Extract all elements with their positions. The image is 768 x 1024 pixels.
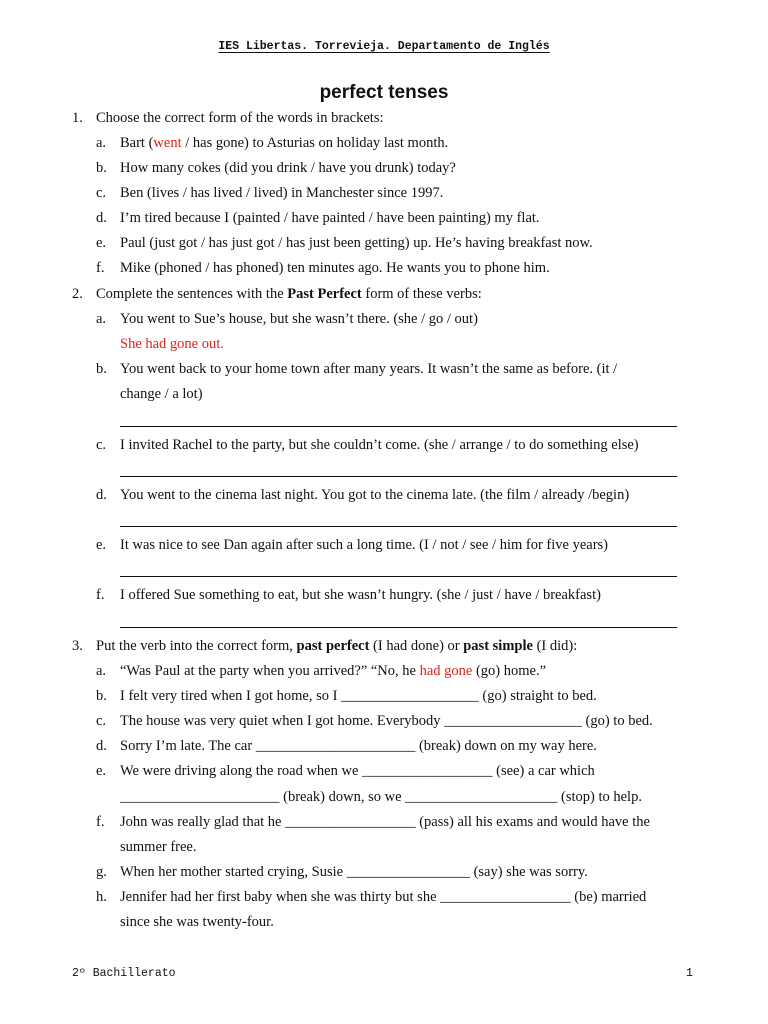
header-text: IES Libertas. Torrevieja. Departamento de Inglés	[218, 40, 550, 53]
ex1-instruction-text: Choose the correct form of the words in brackets:	[96, 110, 384, 126]
ex2-d-answer-line[interactable]	[120, 526, 677, 527]
ex3-number: 3.	[72, 638, 83, 654]
footer-page-number: 1	[686, 967, 693, 980]
ex2-b-answer-line[interactable]	[120, 426, 677, 427]
footer-course: 2º Bachillerato	[72, 967, 176, 980]
ex2-f-answer-line[interactable]	[120, 627, 677, 628]
ex2-number: 2.	[72, 286, 83, 302]
ex1-a-answer: went	[153, 135, 182, 151]
ex2-e-answer-line[interactable]	[120, 576, 677, 577]
ex3-a-answer: had gone	[419, 663, 473, 679]
ex2-c-answer-line[interactable]	[120, 476, 677, 477]
page-title: perfect tenses	[319, 82, 449, 103]
ex1-number: 1.	[72, 110, 83, 126]
page-header	[0, 40, 768, 53]
